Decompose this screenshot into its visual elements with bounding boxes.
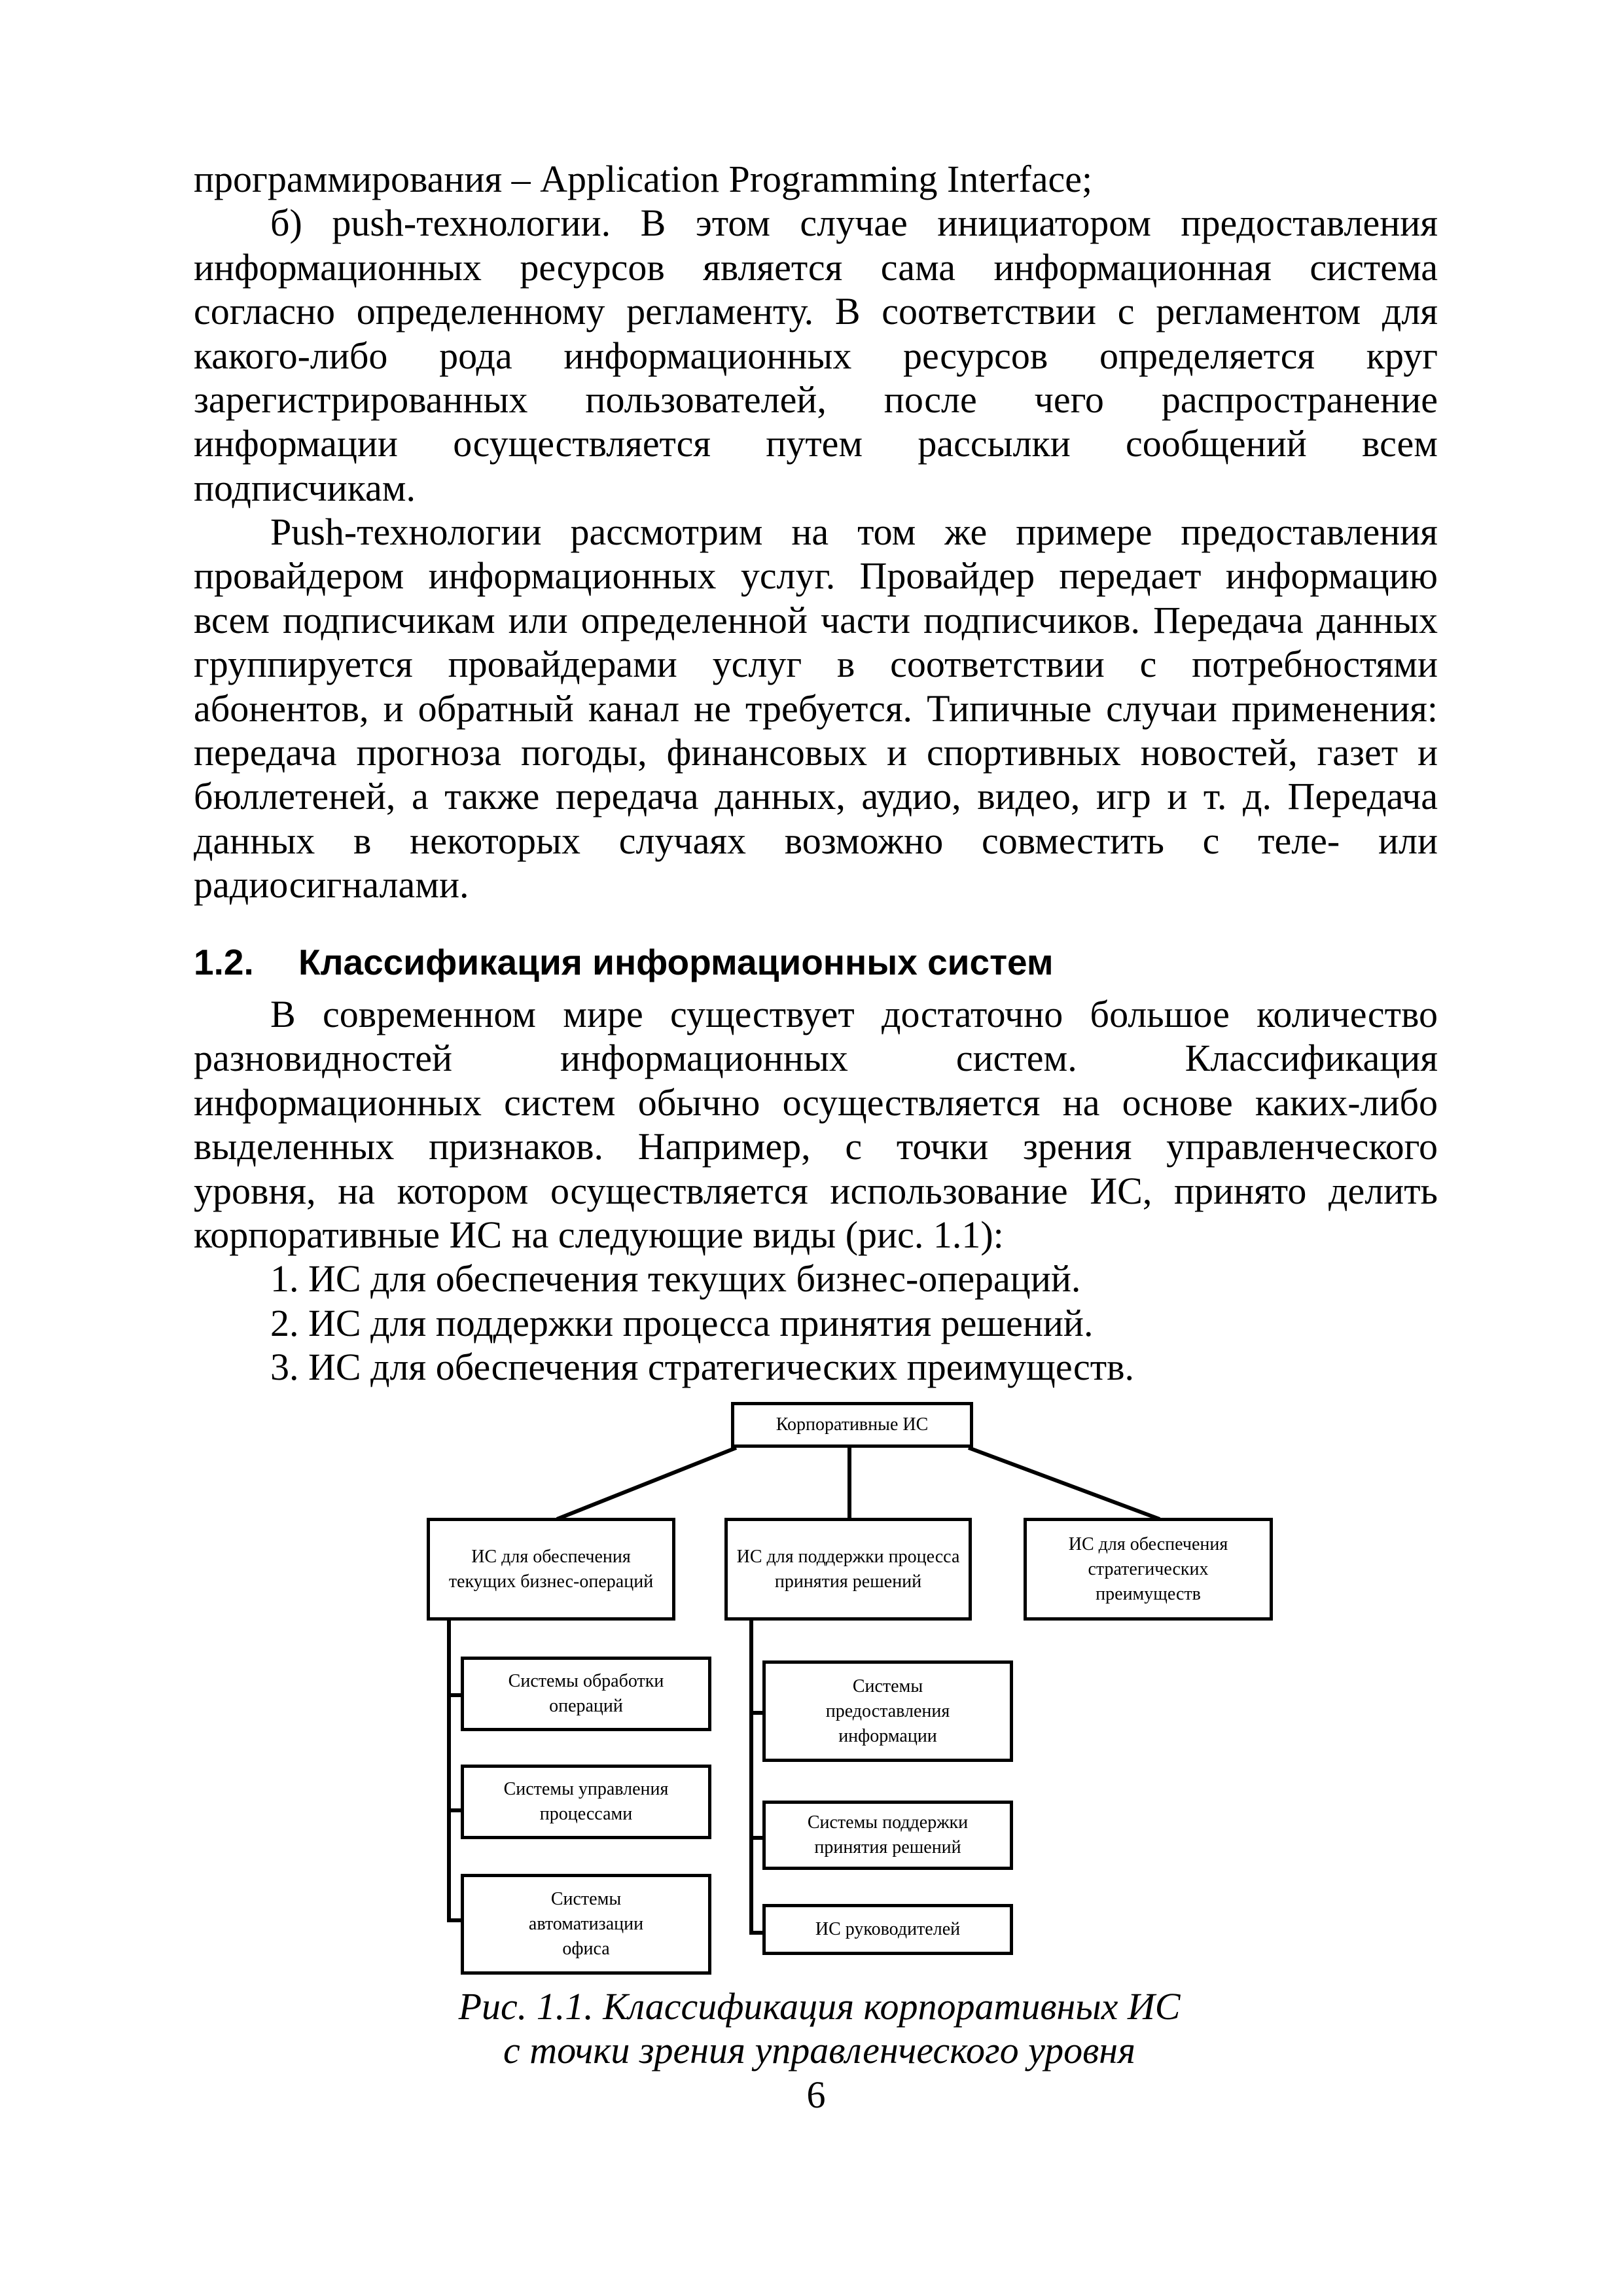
text-line: всем подписчикам или определенной части подписчиков. Передача данных	[194, 598, 1438, 641]
box-label: ИС для обеспечения стратегических преимуществ	[1068, 1534, 1228, 1604]
text-line: бюллетеней, а также передача данных, аудио, видео, игр и т. д. Передача	[194, 775, 1438, 818]
text-line: выделенных признаков. Например, с точки зрения управленческого	[194, 1125, 1438, 1168]
box-label: Системы управления процессами	[503, 1779, 669, 1824]
text-line: В современном мире существует достаточно большое количество	[270, 993, 1438, 1035]
text-line: зарегистрированных пользователей, после чего распространение	[194, 378, 1438, 421]
text-line: корпоративные ИС на следующие виды (рис. 1.1):	[194, 1213, 1004, 1256]
text-line: б) push-технологии. В этом случае инициатором предоставления	[270, 202, 1438, 245]
box-label: ИС для поддержки процесса принятия решений	[736, 1546, 960, 1592]
box-label: Системы предоставления информации	[825, 1676, 950, 1746]
section-number: 1.2.	[194, 942, 254, 982]
text-line: группируется провайдерами услуг в соответствии с потребностями	[194, 643, 1438, 686]
connector-left-trunk	[449, 1621, 462, 1920]
text-line: какого-либо рода информационных ресурсов определяется круг	[194, 334, 1438, 377]
box-label: Системы автоматизации офиса	[528, 1889, 644, 1959]
list-item: 2. ИС для поддержки процесса принятия решений.	[270, 1301, 1094, 1344]
text-line: уровня, на котором осуществляется использование ИС, принято делить	[194, 1169, 1438, 1212]
connector-root-right	[969, 1448, 1160, 1519]
list-item: 1. ИС для обеспечения текущих бизнес-операций.	[270, 1257, 1081, 1300]
connector-root-left	[557, 1448, 736, 1519]
diagram-box-business-operations	[427, 1518, 675, 1621]
caption-line: с точки зрения управленческого уровня	[503, 2029, 1136, 2072]
text-line: передача прогноза погоды, финансовых и спортивных новостей, газет и	[194, 730, 1438, 774]
box-label: Системы поддержки принятия решений	[807, 1812, 969, 1857]
box-label: Системы обработки операций	[508, 1671, 664, 1716]
text-line: информации осуществляется путем рассылки сообщений всем	[194, 422, 1438, 465]
box-label: ИС для обеспечения текущих бизнес-операций	[448, 1546, 654, 1592]
section-title: Классификация информационных систем	[298, 942, 1054, 982]
diagram-box-decision-support	[724, 1518, 972, 1621]
text-line: радиосигналами.	[194, 863, 469, 906]
text-line: информационных систем обычно осуществляется на основе каких-либо	[194, 1081, 1438, 1124]
text-line: согласно определенному регламенту. В соответствии с регламентом для	[194, 290, 1438, 333]
caption-line: Рис. 1.1. Классификация корпоративных ИС	[458, 1985, 1181, 2028]
box-label: ИС руководителей	[815, 1919, 961, 1939]
diagram-box-process-control	[461, 1765, 711, 1839]
diagram-root-box	[731, 1402, 973, 1448]
box-label: Корпоративные ИС	[776, 1414, 929, 1435]
diagram-box-dss	[762, 1801, 1013, 1870]
text-line: разновидностей информационных систем. Классификация	[194, 1037, 1438, 1080]
figure-caption	[0, 1984, 1623, 2072]
diagram-box-executive-is	[762, 1904, 1013, 1955]
text-line: данных в некоторых случаях возможно совместить с теле- или	[194, 819, 1438, 862]
text-line: программирования – Application Programming Interface;	[194, 158, 1093, 200]
text-line: абонентов, и обратный канал не требуется. Типичные случаи применения:	[194, 687, 1438, 730]
diagram-box-information-reporting	[762, 1660, 1013, 1762]
text-line: Push-технологии рассмотрим на том же примере предоставления	[270, 511, 1438, 553]
list-item: 3. ИС для обеспечения стратегических преимуществ.	[270, 1346, 1135, 1389]
page-number: 6	[806, 2073, 826, 2116]
diagram-box-office-automation	[461, 1874, 711, 1975]
diagram-box-strategic	[1024, 1518, 1273, 1621]
text-line: провайдером информационных услуг. Провайдер передает информацию	[194, 554, 1438, 598]
diagram-box-transaction-processing	[461, 1657, 711, 1731]
text-line: подписчикам.	[194, 466, 416, 509]
text-line: информационных ресурсов является сама информационная система	[194, 245, 1438, 289]
